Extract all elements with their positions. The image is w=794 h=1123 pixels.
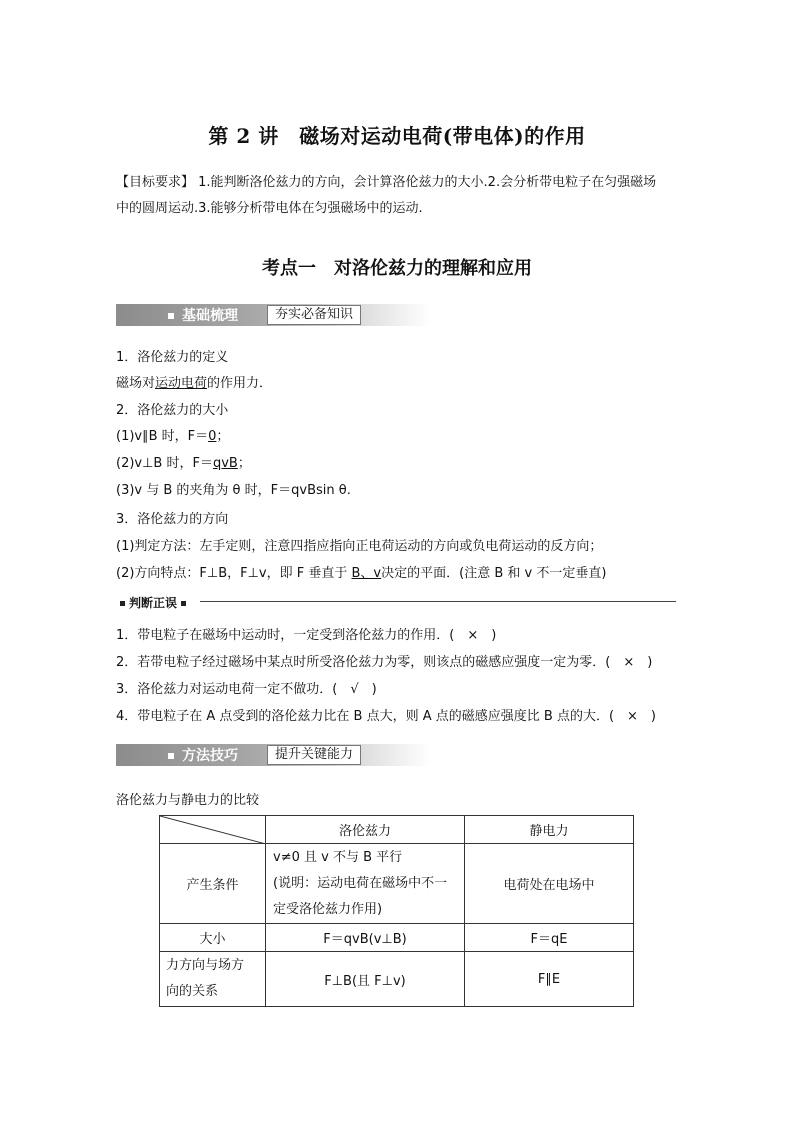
cell-lorentz-condition: [266, 844, 465, 924]
table-caption: 洛伦兹力与静电力的比较: [116, 793, 260, 808]
text: ；: [237, 456, 251, 471]
direction-rule-2: [116, 562, 606, 581]
square-bullet-icon: [168, 313, 174, 319]
square-bullet-icon: [120, 601, 125, 606]
table-row: [160, 844, 634, 924]
answer-underline: qvB: [212, 456, 238, 471]
text: 决定的平面．(注意 B 和 v 不一定垂直): [381, 566, 607, 581]
learning-goals: [116, 170, 682, 222]
judge-item-2: 2．若带电粒子经过磁场中某点时所受洛伦兹力为零，则该点的磁感应强度一定为零．( × ): [116, 655, 653, 670]
diagonal-line: [160, 816, 266, 844]
cell-text: 向的关系: [166, 984, 219, 999]
lecture-title: 第 2 讲 磁场对运动电荷(带电体)的作用: [208, 124, 586, 148]
judge-heading: [116, 594, 190, 611]
table-header-row: [160, 816, 634, 844]
band-box-basics: 夯实必备知识: [267, 305, 361, 325]
formula-2: [116, 452, 251, 471]
col-header-electrostatic: 静电力: [465, 816, 634, 844]
band-box-methods: 提升关键能力: [267, 745, 361, 765]
judge-item-1: 1．带电粒子在磁场中运动时，一定受到洛伦兹力的作用．( × ): [116, 628, 497, 643]
basics-heading-3: 3．洛伦兹力的方向: [116, 512, 229, 527]
cell-text: v≠0 且 v 不与 B 平行: [273, 849, 403, 865]
section-band-methods: [116, 744, 431, 766]
formula-3: (3)v 与 B 的夹角为 θ 时，F＝qvBsin θ.: [116, 483, 351, 498]
cell-lorentz-direction: F⊥B(且 F⊥v): [266, 952, 465, 1007]
basics-heading-1: 1．洛伦兹力的定义: [116, 350, 229, 365]
judge-item-3: 3．洛伦兹力对运动电荷一定不做功．( √ ): [116, 682, 377, 697]
goal-line-1: [116, 170, 682, 196]
cell-electrostatic-magnitude: F＝qE: [465, 924, 634, 952]
section-title: 考点一 对洛伦兹力的理解和应用: [262, 258, 532, 279]
text: 磁场对: [116, 376, 156, 391]
basics-heading-2: 2．洛伦兹力的大小: [116, 403, 229, 418]
text: (2)方向特点：F⊥B，F⊥v，即 F 垂直于: [116, 566, 352, 581]
basics-definition: [116, 372, 272, 391]
section-band-basics: [116, 304, 431, 326]
table-row: [160, 952, 634, 1007]
divider: [200, 601, 676, 602]
band-label-text: 方法技巧: [182, 748, 238, 764]
cell-text: (说明：运动电荷在磁场中不一: [273, 875, 448, 891]
judge-heading-text: 判断正误: [129, 596, 178, 610]
answer-underline: 0: [208, 429, 217, 444]
formula-1: [116, 425, 229, 444]
text: (1)v∥B 时，F＝: [116, 429, 209, 444]
cell-text: 力方向与场方: [166, 958, 245, 973]
table-row: [160, 924, 634, 952]
goal-text-1: 1.能判断洛伦兹力的方向，会计算洛伦兹力的大小.2.会分析带电粒子在匀强磁场: [194, 175, 657, 190]
judge-item-4: 4．带电粒子在 A 点受到的洛伦兹力比在 B 点大，则 A 点的磁感应强度比 B 点的大．( × ): [116, 709, 656, 724]
answer-underline: B、v: [351, 566, 382, 581]
cell-lorentz-magnitude: F＝qvB(v⊥B): [266, 924, 465, 952]
row-head-direction: [160, 952, 266, 1007]
answer-underline: 运动电荷: [155, 376, 208, 391]
square-bullet-icon: [168, 753, 174, 759]
text: (2)v⊥B 时，F＝: [116, 456, 213, 471]
goal-line-2: 中的圆周运动.3.能够分析带电体在匀强磁场中的运动.: [116, 201, 423, 216]
text: 的作用力．: [207, 376, 273, 391]
comparison-table: [159, 815, 634, 1007]
text: ；: [216, 429, 230, 444]
band-label-text: 基础梳理: [182, 308, 238, 324]
direction-rule-1: (1)判定方法：左手定则，注意四指应指向正电荷运动的方向或负电荷运动的反方向；: [116, 539, 603, 554]
row-head-condition: 产生条件: [160, 844, 266, 924]
col-header-lorentz: 洛伦兹力: [266, 816, 465, 844]
band-label-methods: [168, 745, 238, 765]
cell-text: 定受洛伦兹力作用): [273, 901, 383, 917]
square-bullet-icon: [181, 601, 186, 606]
diagonal-header-cell: [160, 816, 266, 844]
band-label-basics: [168, 305, 238, 325]
cell-electrostatic-condition: 电荷处在电场中: [465, 844, 634, 924]
cell-electrostatic-direction: F∥E: [465, 952, 634, 1007]
goal-tag: 【目标要求】: [116, 175, 195, 190]
row-head-magnitude: 大小: [160, 924, 266, 952]
